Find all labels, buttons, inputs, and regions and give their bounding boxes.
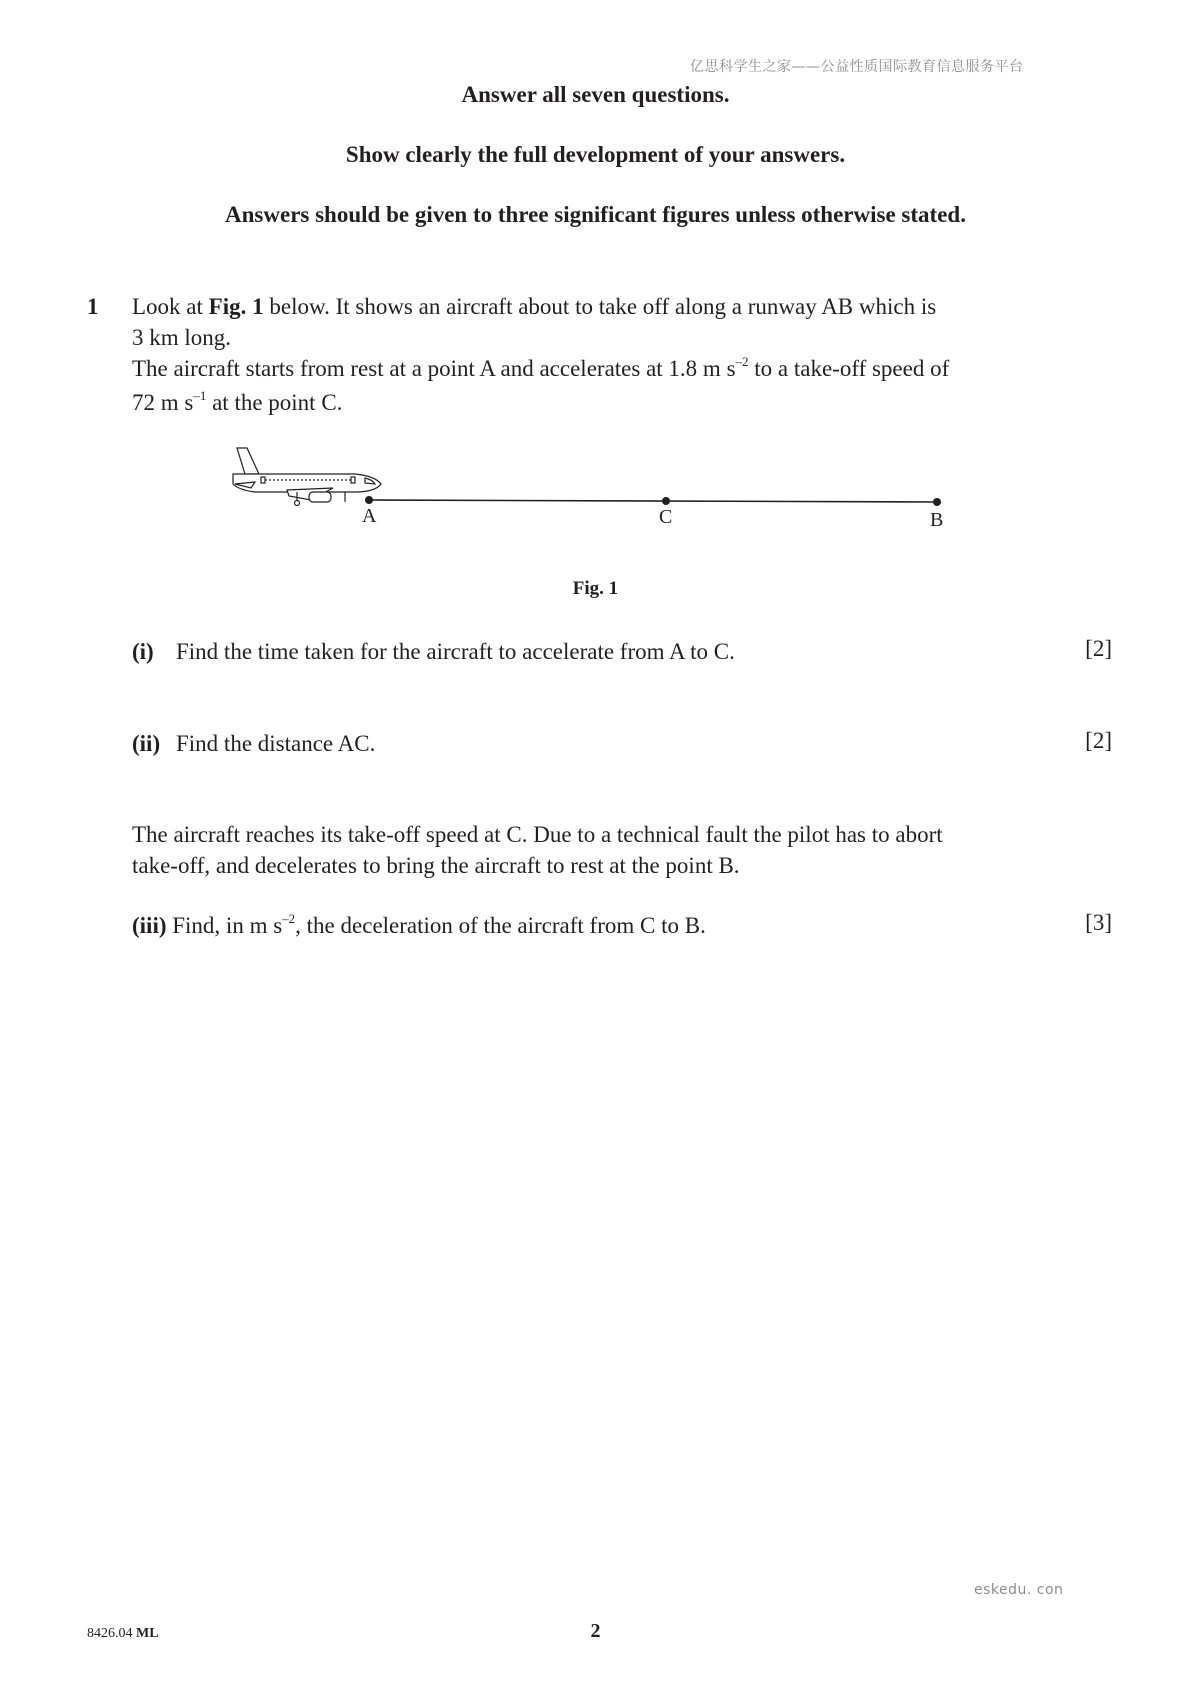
intro-line-3 <box>132 353 1092 387</box>
accel-text: The aircraft starts from rest at a point A and accelerates at 1.8 m s <box>132 356 736 381</box>
paper-code-number: 8426.04 <box>87 1626 136 1641</box>
part-ii-marks: [2] <box>1085 728 1112 753</box>
accel-text-post: to a take-off speed of <box>748 356 950 381</box>
accel-unit-exponent: –2 <box>735 354 749 369</box>
aircraft-icon <box>233 448 381 506</box>
question-intro <box>132 291 1092 421</box>
continuation-paragraph <box>132 819 1112 881</box>
instruction-line-2: Show clearly the full development of your answers. <box>345 142 846 167</box>
point-b-marker <box>933 498 941 506</box>
point-c-marker <box>662 497 670 505</box>
point-a-label: A <box>362 505 377 527</box>
intro-text-pre: Look at <box>132 294 209 319</box>
runway-line <box>369 500 937 502</box>
intro-text-post: below. It shows an aircraft about to take off along a runway AB which is <box>263 294 937 319</box>
speed-text: 72 m s <box>132 390 194 415</box>
page-number: 2 <box>590 1620 601 1642</box>
intro-fig-ref: Fig. 1 <box>208 294 264 319</box>
point-a-marker <box>365 496 373 504</box>
intro-line-2: 3 km long. <box>132 325 232 350</box>
point-c-label: C <box>659 506 673 528</box>
part-i-text: Find the time taken for the aircraft to accelerate from A to C. <box>176 639 735 664</box>
part-iii-unit-exponent: –2 <box>282 911 296 926</box>
part-iii-text-post: , the deceleration of the aircraft from C to B. <box>295 913 706 938</box>
part-iii-marks: [3] <box>1085 910 1112 935</box>
part-iii <box>132 910 1032 944</box>
intro-line-4 <box>132 387 1092 421</box>
question-number: 1 <box>87 294 99 319</box>
figure-caption: Fig. 1 <box>572 578 619 599</box>
part-i-label: (i) <box>132 639 154 664</box>
intro-line-1 <box>132 291 1092 322</box>
continuation-line-2: take-off, and decelerates to bring the aircraft to rest at the point B. <box>132 853 740 878</box>
watermark-top: 亿思科学生之家——公益性质国际教育信息服务平台 <box>690 59 1024 75</box>
part-ii-label: (ii) <box>132 731 161 756</box>
part-iii-text-pre: Find, in m s <box>166 913 283 938</box>
part-ii-text: Find the distance AC. <box>176 731 376 756</box>
paper-code-suffix: ML <box>136 1626 159 1641</box>
figure-runway-diagram <box>225 440 965 540</box>
speed-text-post: at the point C. <box>206 390 343 415</box>
part-iii-label: (iii) <box>132 913 167 938</box>
part-i-marks: [2] <box>1085 636 1112 661</box>
point-b-label: B <box>930 509 944 531</box>
speed-unit-exponent: –1 <box>193 388 207 403</box>
instruction-line-1: Answer all seven questions. <box>461 82 730 107</box>
continuation-line-1: The aircraft reaches its take-off speed at C. Due to a technical fault the pilot has to abort <box>132 822 943 847</box>
instruction-line-3: Answers should be given to three significant figures unless otherwise stated. <box>225 202 966 227</box>
watermark-bottom: eskedu. con <box>974 1582 1064 1598</box>
